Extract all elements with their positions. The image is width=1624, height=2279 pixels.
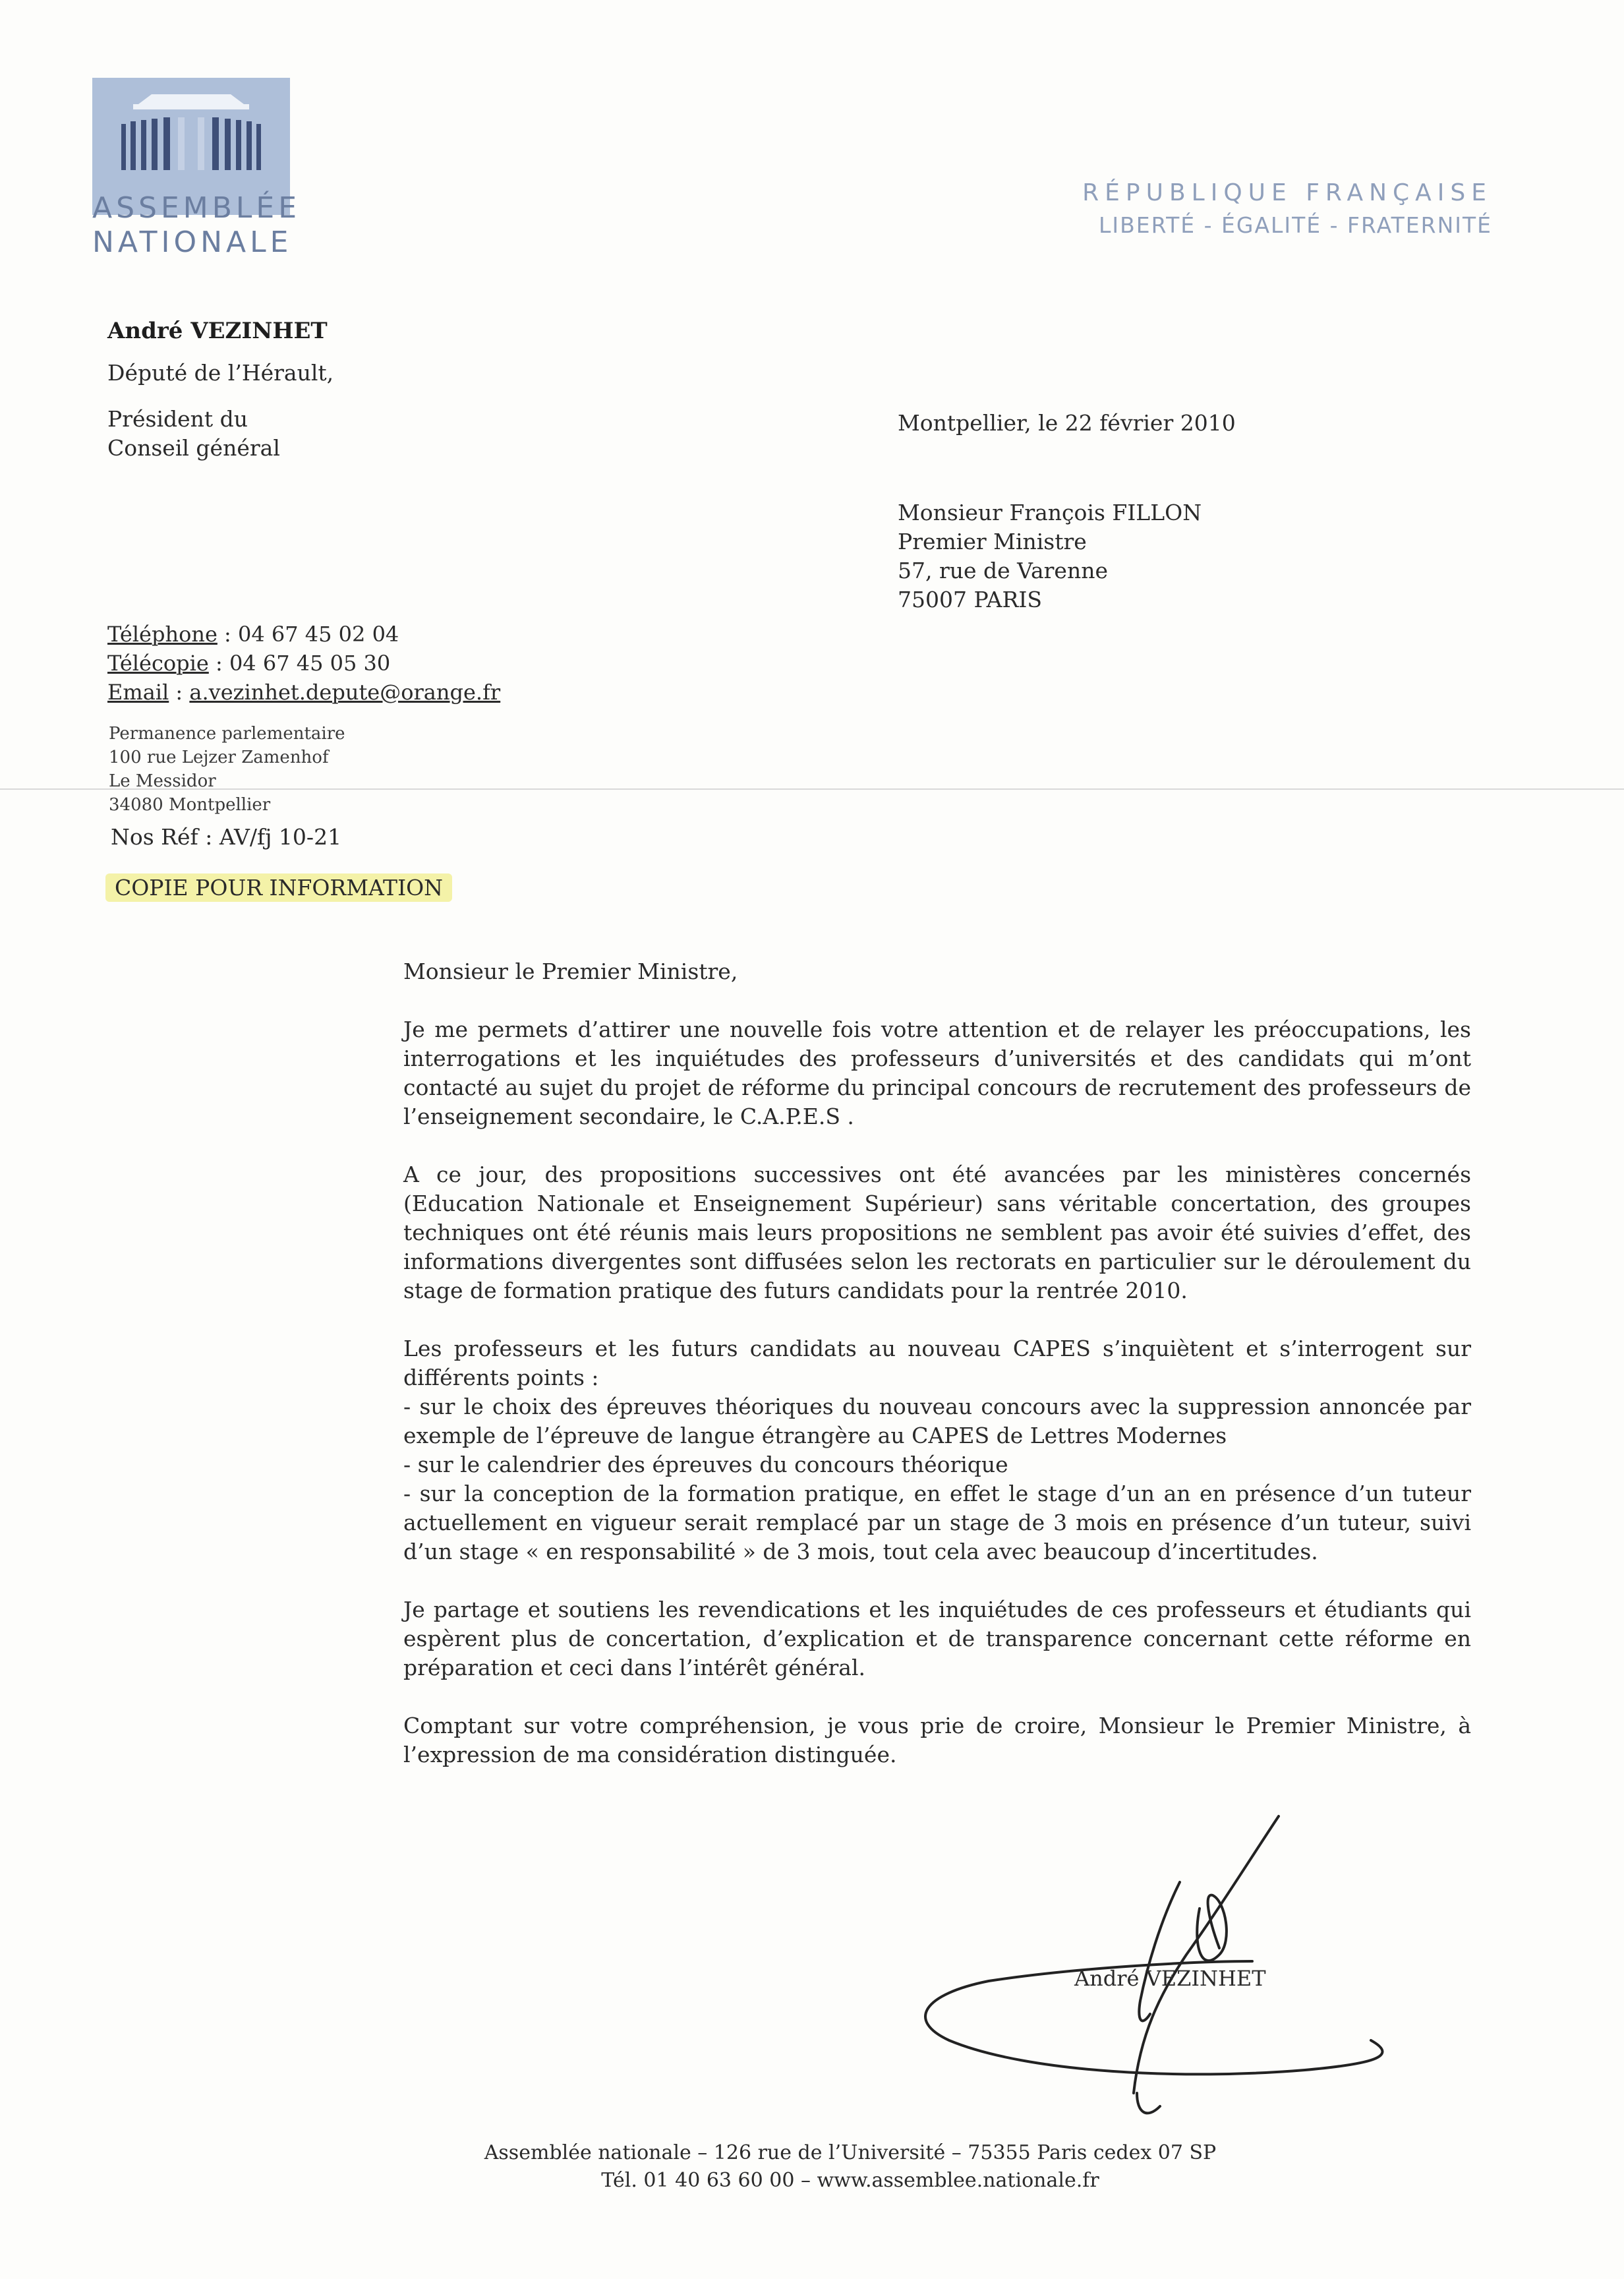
sender-name: André VEZINHET <box>107 318 328 344</box>
email-label: Email <box>107 680 169 705</box>
phone-label: Téléphone <box>107 622 218 647</box>
paragraph-3 <box>403 1334 1471 1566</box>
sender-title-2: Président du <box>107 406 248 432</box>
republique-title: RÉPUBLIQUE FRANÇAISE <box>1082 179 1492 206</box>
recipient-line-3: 57, rue de Varenne <box>898 558 1108 583</box>
letter-body <box>403 957 1471 1798</box>
salutation: Monsieur le Premier Ministre, <box>403 959 738 984</box>
republique-motto: LIBERTÉ - ÉGALITÉ - FRATERNITÉ <box>1099 212 1492 238</box>
logo-line-1: ASSEMBLÉE <box>92 191 301 225</box>
fax-label: Télécopie <box>107 651 209 676</box>
recipient-block <box>898 498 1202 614</box>
recipient-line-1: Monsieur François FILLON <box>898 500 1202 525</box>
republique-header <box>1082 177 1492 241</box>
paragraph-1: Je me permets d’attirer une nouvelle fois votre attention et de relayer les préoccupations, les interrogations et les inquiétudes des professeurs d’universités et des candidats qui m’ont contacté au sujet du projet de réforme du principal concours de recrutement des professeurs de l’enseignement secondaire, le C.A.P.E.S . <box>403 1017 1471 1129</box>
sender-title-3: Conseil général <box>107 435 280 461</box>
letter-date: Montpellier, le 22 février 2010 <box>898 410 1236 436</box>
assemblee-logo-text <box>92 191 303 260</box>
address-line-4: 34080 Montpellier <box>109 795 271 815</box>
phone-number: : 04 67 45 02 04 <box>217 622 399 647</box>
footer-address: Assemblée nationale – 126 rue de l’Université – 75355 Paris cedex 07 SP <box>484 2141 1217 2164</box>
address-line-1: Permanence parlementaire <box>109 724 345 744</box>
paragraph-3-item-1: - sur le choix des épreuves théoriques du nouveau concours avec la suppression annoncée par exemple de l’épreuve de langue étrangère au CAPES de Lettres Modernes <box>403 1394 1471 1448</box>
recipient-line-2: Premier Ministre <box>898 529 1087 554</box>
fax-number: : 04 67 45 05 30 <box>208 651 391 676</box>
phone-line <box>107 620 500 649</box>
paragraph-3-item-2: - sur le calendrier des épreuves du concours théorique <box>403 1452 1008 1477</box>
footer-contact: Tél. 01 40 63 60 00 – www.assemblee.nationale.fr <box>601 2169 1099 2192</box>
address-line-2: 100 rue Lejzer Zamenhof <box>109 748 329 767</box>
logo-line-2: NATIONALE <box>92 225 293 259</box>
paragraph-4: Je partage et soutiens les revendications et les inquiétudes de ces professeurs et étudiants qui espèrent plus de concertation, d’explication et de transparence concernant cette réforme en préparation et ceci dans l’intérêt général. <box>403 1597 1471 1680</box>
paragraph-3-intro: Les professeurs et les futurs candidats au nouveau CAPES s’inquiètent et s’interrogent sur différents points : <box>403 1336 1471 1390</box>
recipient-line-4: 75007 PARIS <box>898 587 1042 612</box>
email-line <box>107 678 500 707</box>
email-separator: : <box>169 680 190 705</box>
signature-name: André VEZINHET <box>1074 1966 1266 1991</box>
sender-block <box>107 318 334 463</box>
sender-title-1: Député de l’Hérault, <box>107 360 334 386</box>
fax-line <box>107 649 500 678</box>
reference-number: Nos Réf : AV/fj 10-21 <box>111 824 342 850</box>
copie-highlight: COPIE POUR INFORMATION <box>105 873 452 902</box>
building-columns-icon <box>92 78 290 190</box>
email-link[interactable]: a.vezinhet.depute@orange.fr <box>189 680 501 705</box>
paragraph-2: A ce jour, des propositions successives ont été avancées par les ministères concernés (Education Nationale et Enseignement Supérieur) sans véritable concertation, des groupes techniques ont été réunis mais leurs propositions ne semblent pas avoir été suivies d’effet, des informations divergentes sont diffusées selon les rectorats en particulier sur le déroulement du stage de formation pratique des futurs candidats pour la rentrée 2010. <box>403 1162 1471 1303</box>
address-line-3: Le Messidor <box>109 771 216 791</box>
paragraph-3-item-3: - sur la conception de la formation pratique, en effet le stage d’un an en présence d’un tuteur actuellement en vigueur serait remplacé par un stage de 3 mois en présence d’un tuteur, suivi d’un stage « en responsabilité » de 3 mois, tout cela avec beaucoup d’incertitudes. <box>403 1481 1471 1564</box>
permanence-address <box>109 722 345 817</box>
contact-block <box>107 620 500 707</box>
letter-footer <box>395 2139 1305 2195</box>
paragraph-5: Comptant sur votre compréhension, je vous prie de croire, Monsieur le Premier Ministre, à l’expression de ma considération distinguée. <box>403 1713 1471 1767</box>
